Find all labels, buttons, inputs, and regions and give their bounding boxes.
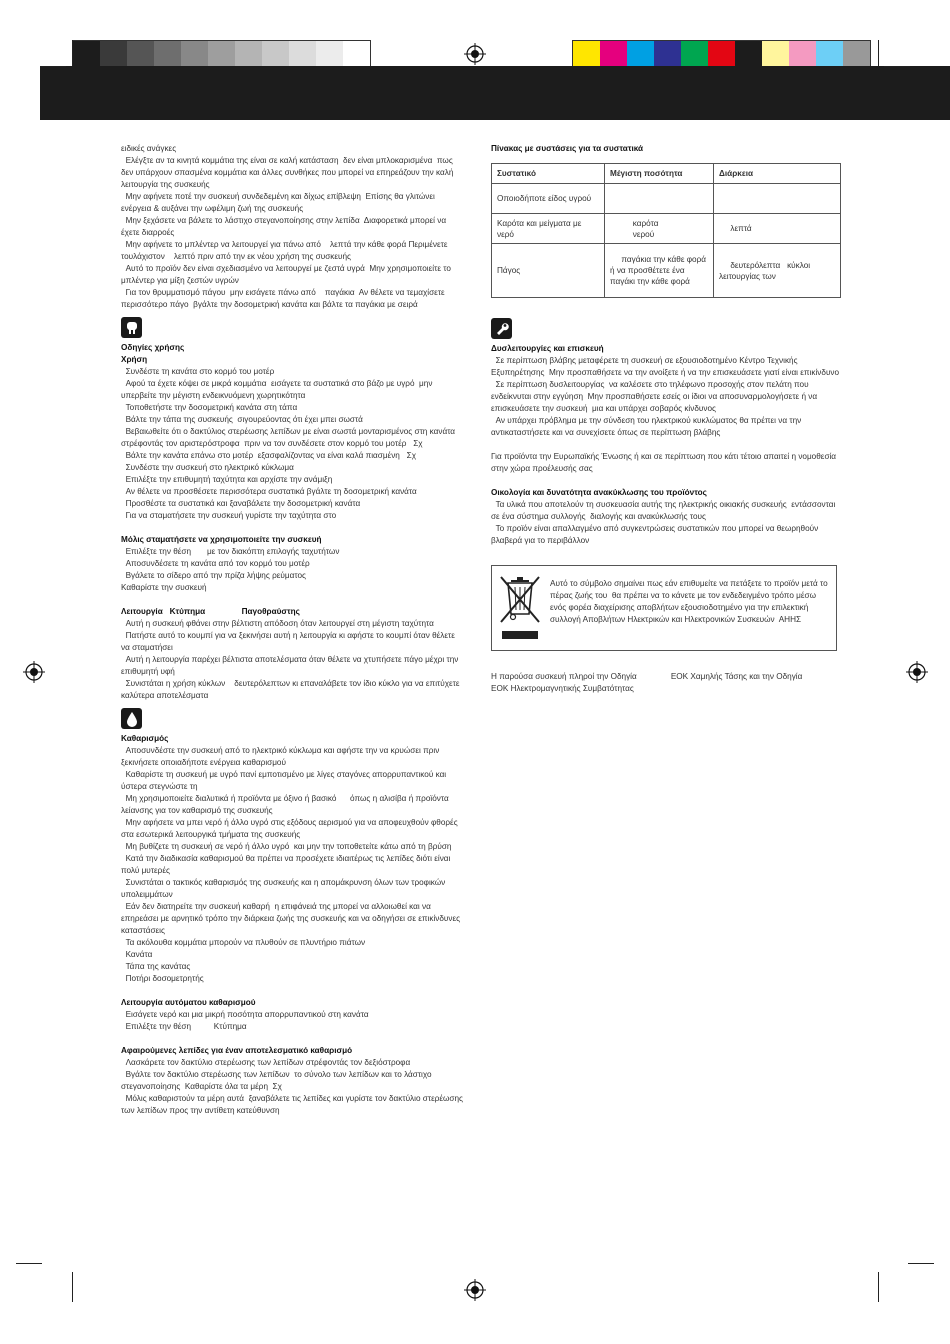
paragraph: Μην αφήνετε ποτέ την συσκευή συνδεδεμένη και δίχως επίβλεψη Επίσης θα γλιτώνει ενέργεια & αυξάνει την ωφέλιμη ζωή της συσκευής [121,192,438,213]
section-gap [121,522,466,534]
table-row [492,214,841,244]
paragraph: Αποσυνδέσετε τη κανάτα από τον κορμό του μοτέρ [121,559,310,568]
paragraph: Βγάλετε το σίδερο από την πρίζα λήψης ρεύματος [121,571,306,580]
section-gap [491,439,841,451]
paragraph: Επιλέξτε την θέση με τον διακόπτη επιλογής ταχυτήτων [121,547,340,556]
color-swatch [600,41,627,69]
registration-mark-icon [464,43,486,65]
right-text-flow [491,318,841,547]
paragraph: Εισάγετε νερό και μια μικρή ποσότητα απορρυπαντικού στη κανάτα [121,1010,369,1019]
table-header-row [492,164,841,184]
registration-mark-icon [23,661,45,683]
color-swatch [816,41,843,69]
section-heading: Μόλις σταματήσετε να χρησιμοποιείτε την συσκευή [121,535,322,544]
crop-mark [878,1272,879,1302]
color-swatch [627,41,654,69]
section-gap [121,985,466,997]
paragraph: Μην ξεχάσετε να βάλετε το λάστιχο στεγανοποίησης στην λεπίδα Διαφορετικά μπορεί να έχετε διαρροές [121,216,449,237]
color-swatch [262,41,289,69]
ingredients-table [491,163,841,298]
section-gap [491,475,841,487]
table-header-cell: Μέγιστη ποσότητα [605,164,714,184]
plug-icon [121,317,142,338]
table-title: Πίνακας με συστάσεις για τα συστατικά [491,144,644,153]
crop-mark [72,40,73,66]
crop-mark [884,66,910,67]
paragraph: Το προϊόν είναι απαλλαγμένο από συγκεντρώσεις συστατικών που μπορεί να θεωρηθούν βλαβερά για το περιβάλλον [491,524,821,545]
section-heading: Οικολογία και δυνατότητα ανακύκλωσης του προϊόντος [491,488,707,497]
crop-mark [878,40,879,66]
registration-mark-icon [464,1279,486,1301]
paragraph: Μη χρησιμοποιείτε διαλυτικά ή προϊόντα με όξινο ή βασικό όπως η αλισίβα ή προϊόντα λείανσης για τον καθαρισμό της συσκευής [121,794,451,815]
table-header-cell: Διάρκεια [714,164,841,184]
paragraph: Αποσυνδέστε την συσκευή από το ηλεκτρικό κύκλωμα και αφήστε την να κρυώσει πριν ξεκινήσετε οποιαδήποτε ενέργεια καθαρισμού [121,746,442,767]
paragraph: Τα ακόλουθα κομμάτια μπορούν να πλυθούν σε πλυντήριο πιάτων [121,938,366,947]
table-cell: λεπτά [714,214,841,244]
color-swatch [73,41,100,69]
paragraph: Ελέγξτε αν τα κινητά κομμάτια της είναι σε καλή κατάσταση δεν είναι μπλοκαρισμένα πως δεν υπάρχουν σπασμένα κομμάτια και άλλες συνθήκες που μπορεί να επηρεάζουν την καλή λειτουργία της συσκευής [121,156,456,189]
color-swatch [100,41,127,69]
table-row [492,184,841,214]
section-gap [121,594,466,606]
color-swatch [235,41,262,69]
color-swatch [708,41,735,69]
paragraph: Επιλέξτε την επιθυμητή ταχύτητα και αρχίστε την ανάμιξη [121,475,333,484]
paragraph: Αν υπάρχει πρόβλημα με την σύνδεση του ηλεκτρικού κυκλώματος θα πρέπει να την αντικαταστήσετε και να συνεχίσετε όπως σε περίπτωση βλάβης [491,416,804,437]
paragraph: Συνδέστε τη κανάτα στο κορμό του μοτέρ [121,367,275,376]
paragraph: Σε περίπτωση βλάβης μεταφέρετε τη συσκευή σε εξουσιοδοτημένο Κέντρο Τεχνικής Εξυπηρέτησης Μην προσπαθήσετε να την ανοίξετε ή να την επισκευάσετε γιατί είναι επικίνδυνο [491,356,840,377]
paragraph: Συνιστάται η χρήση κύκλων δευτερόλεπτων κι επαναλάβετε τον ίδιο κύκλο για να επιτύχετε καλύτερα αποτελέσματα [121,679,462,700]
paragraph: Τάπα της κανάτας [121,962,191,971]
paragraph: Βγάλτε τον δακτύλιο στερέωσης των λεπίδων το σύνολο των λεπίδων και το λάστιχο στεγανοποίησης Καθαρίστε όλα τα μέρη Σχ [121,1070,434,1091]
paragraph: Για προϊόντα την Ευρωπαϊκής Ένωσης ή και σε περίπτωση που κάτι τέτοιο απαιτεί η νομοθεσία στην χώρα προέλευσής σας [491,452,839,473]
table-cell: παγάκια την κάθε φορά ή να προσθέτετε ένα παγάκι την κάθε φορά [605,244,714,298]
color-swatch [762,41,789,69]
color-swatch [127,41,154,69]
color-swatch [289,41,316,69]
paragraph: Αυτό το προϊόν δεν είναι σχεδιασμένο να λειτουργεί με ζεστά υγρά Μην χρησιμοποιείτε το μπλέντερ για μίξη ζεστών υγρών [121,264,454,285]
table-cell: Πάγος [492,244,605,298]
color-swatch [154,41,181,69]
left-column [121,143,466,1117]
paragraph: Συνδέστε την συσκευή στο ηλεκτρικό κύκλωμα [121,463,294,472]
crop-mark [16,1263,42,1264]
section-heading: Οδηγίες χρήσης [121,343,185,352]
paragraph: Επιλέξτε την θέση Κτύπημα [121,1022,247,1031]
paragraph: Ποτήρι δοσομετρητής [121,974,204,983]
paragraph: Πατήστε αυτό το κουμπί για να ξεκινήσει αυτή η λειτουργία κι αφήστε το κουμπί όταν θέλετε να σταματήσει [121,631,458,652]
paragraph: Μη βυθίζετε τη συσκευή σε νερό ή άλλο υγρό και μην την τοποθετείτε κάτω από τη βρύση [121,842,452,851]
drop-icon [121,708,142,729]
section-heading: Καθαρισμός [121,734,169,743]
section-heading: Λειτουργία Κτύπημα Παγοθραύστης [121,607,300,616]
directive-text: Η παρούσα συσκευή πληροί την Οδηγία ΕΟΚ Χαμηλής Τάσης και την Οδηγία ΕΟΚ Ηλεκτρομαγνητικής Συμβατότητας [491,672,842,693]
table-cell: δευτερόλεπτα κύκλοι λειτουργίας των [714,244,841,298]
color-swatch [316,41,343,69]
crop-mark [40,66,66,67]
paragraph: Εάν δεν διατηρείτε την συσκευή καθαρή η επιφάνειά της μπορεί να αλλοιωθεί και να επηρεάσει με αρνητικό τρόπο την διάρκεια ζωής της συσκευής και να οδηγήσει σε επικίνδυνες καταστάσεις [121,902,463,935]
paragraph: Μην αφήνετε το μπλέντερ να λειτουργεί για πάνω από λεπτά την κάθε φορά Περιμένετε τουλάχιστον λεπτό πριν από την εκ νέου χρήση της συσκευής [121,240,450,261]
crop-mark [72,1272,73,1302]
paragraph: Κανάτα [121,950,153,959]
table-cell: Οποιοδήποτε είδος υγρού [492,184,605,214]
paragraph: ειδικές ανάγκες [121,144,177,153]
paragraph: Βάλτε την κανάτα επάνω στο μοτέρ εξασφαλίζοντας να είναι καλά πιασμένη Σχ [121,451,417,460]
color-swatch [343,41,370,69]
color-swatch [181,41,208,69]
paragraph: Τα υλικά που αποτελούν τη συσκευασία αυτής της ηλεκτρικής οικιακής συσκευής εντάσσονται σε ένα σύστημα συλλογής διαλογής και ανακύκλωσής τους [491,500,838,521]
paragraph: Καθαρίστε την συσκευή [121,583,207,592]
table-header-cell: Συστατικό [492,164,605,184]
table-cell [605,184,714,214]
paragraph: Για να σταματήσετε την συσκευή γυρίστε την ταχύτητα στο [121,511,337,520]
paragraph: Καθαρίστε τη συσκευή με υγρό πανί εμποτισμένο με λίγες σταγόνες απορρυπαντικού και ύστερα στεγνώστε τη [121,770,449,791]
paragraph: Τοποθετήστε την δοσομετρική κανάτα στη τάπα [121,403,298,412]
table-cell: καρότα νερού [605,214,714,244]
paragraph: Αυτή η λειτουργία παρέχει βέλτιστα αποτελέσματα όταν θέλετε να χτυπήσετε πάγο μέχρι την επιθυμητή υφή [121,655,461,676]
registration-mark-icon [906,661,928,683]
paragraph: Κατά την διαδικασία καθαρισμού θα πρέπει να προσέχετε ιδιαιτέρως τις λεπίδες διότι είναι πολύ μυτερές [121,854,453,875]
paragraph: Συνιστάται ο τακτικός καθαρισμός της συσκευής και η απομάκρυνση όλων των τροφικών υπολειμμάτων [121,878,448,899]
paragraph: Μόλις καθαριστούν τα μέρη αυτά ξαναβάλετε τις λεπίδες και γυρίστε τον δακτύλιο στερέωσης των λεπίδων προς την αντίθετη κατεύθυνση [121,1094,466,1115]
process-color-bar [572,40,871,68]
color-swatch [681,41,708,69]
paragraph: Αφού τα έχετε κόψει σε μικρά κομμάτια εισάγετε τα συστατικά στο βάζο με υγρό μην υπερβείτε την μέγιστη ενδεικνυόμενη χωρητικότητα [121,379,435,400]
paragraph: Μην αφήσετε να μπει νερό ή άλλο υγρό στις εξόδους αερισμού για να αποφευχθούν φθορές στα εσωτερικά λειτουργικά τμήματα της συσκευής [121,818,460,839]
color-swatch [208,41,235,69]
color-swatch [789,41,816,69]
weee-text: Αυτό το σύμβολο σημαίνει πως εάν επιθυμείτε να πετάξετε το προϊόν μετά το πέρας ζωής του θα πρέπει να το κάνετε με τον ενδεδειγμένο τρόπο μέσω ενός φορέα διαχείρισης αποβλήτων εξουσιοδοτημένο για την επιλεκτική συλλογή Αποβλήτων Ηλεκτρικών και Ηλεκτρονικών Συσκευών ΑΗΗΣ [550,579,830,624]
table-row [492,244,841,298]
wrench-icon [491,318,512,339]
color-swatch [735,41,762,69]
color-swatch [573,41,600,69]
paragraph: Αν θέλετε να προσθέσετε περισσότερα συστατικά βγάλτε τη δοσομετρική κανάτα [121,487,417,496]
paragraph: Προσθέστε τα συστατικά και ξαναβάλετε την δοσομετρική κανάτα [121,499,361,508]
paragraph: Για τον θρυμματισμό πάγου μην εισάγετε πάνω από παγάκια Αν θέλετε να τεμαχίσετε περισσότερο πάγο βγάλτε την δοσομετρική κανάτα και βάλτε τα παγάκια με σειρά [121,288,447,309]
paragraph: Βεβαιωθείτε ότι ο δακτύλιος στερέωσης λεπίδων με είναι σωστά μονταρισμένος στη κανάτα στρέφοντάς τον αριστερόστροφα πριν να τον συνδέσετε στον κορμό του μοτέρ Σχ [121,427,460,448]
table-cell [714,184,841,214]
color-swatch [654,41,681,69]
right-column [491,143,841,695]
section-gap [121,1033,466,1045]
crossed-bin-icon [498,574,542,644]
section-heading: Αφαιρούμενες λεπίδες για έναν αποτελεσματικό καθαρισμό [121,1046,353,1055]
paragraph: Αυτή η συσκευή φθάνει στην βέλτιστη απόδοση όταν λειτουργεί στη μέγιστη ταχύτητα [121,619,434,628]
weee-notice-box [491,565,837,651]
crop-mark [908,1263,934,1264]
paragraph: Βάλτε την τάπα της συσκευής σιγουρεύοντας ότι έχει μπει σωστά [121,415,363,424]
section-heading: Λειτουργία αυτόματου καθαρισμού [121,998,256,1007]
section-heading: Χρήση [121,355,148,364]
grayscale-color-bar [72,40,371,68]
color-swatch [843,41,870,69]
table-cell: Καρότα και μείγματα με νερό [492,214,605,244]
paragraph: Σε περίπτωση δυσλειτουργίας να καλέσετε στο τηλέφωνο προσοχής στον πελάτη που ενδείκνυται στην εγγύηση Μην προσπαθήσετε εσείς οι ίδιοι να αποσυναρμολογήσετε ή να επισκευάσετε την συσκευή μια και υπάρχει σοβαρός κίνδυνος [491,380,820,413]
header-band [40,66,950,120]
section-heading: Δυσλειτουργίες και επισκευή [491,344,604,353]
paragraph: Λασκάρετε τον δακτύλιο στερέωσης των λεπίδων στρέφοντάς τον δεξιόστροφα [121,1058,411,1067]
